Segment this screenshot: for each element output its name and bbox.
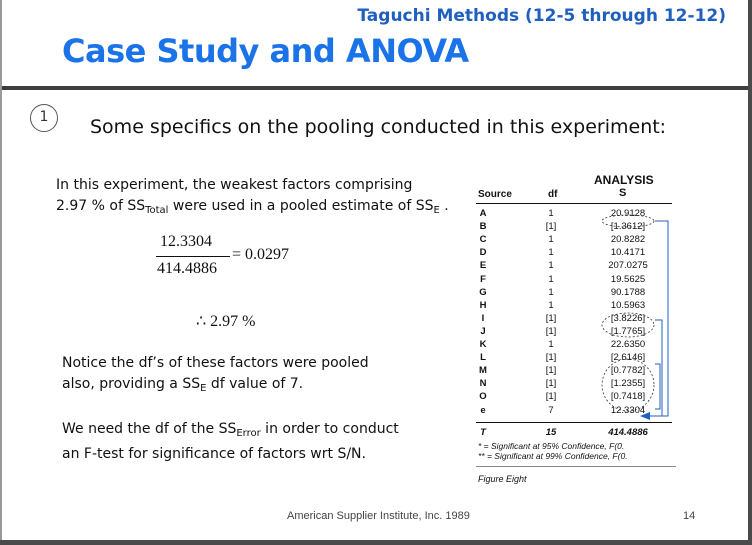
slide-bottom-edge — [0, 540, 752, 545]
table-cell-source: B — [479, 221, 487, 233]
table-cell-df: [1] — [545, 365, 557, 377]
significance-note-95: * = Significant at 95% Confidence, F(0. — [478, 441, 625, 451]
subscript-e: E — [200, 383, 207, 394]
paragraph-pooling-line1: In this experiment, the weakest factors comprising — [56, 177, 413, 193]
slide-left-edge — [0, 0, 2, 545]
table-cell-source: I — [481, 312, 485, 324]
analysis-title: ANALYSIS — [594, 173, 654, 187]
table-cell-s: 12.3304 — [610, 404, 646, 416]
subscript-total: Total — [145, 205, 169, 216]
table-cell-df: 1 — [548, 299, 554, 311]
table-cell-s: 207.0275 — [608, 260, 648, 272]
total-s: 414.4886 — [608, 427, 648, 438]
column-header-df: df — [548, 189, 558, 200]
subscript-e: E — [433, 205, 440, 216]
table-cell-source: O — [479, 391, 487, 403]
table-cell-source: C — [479, 234, 487, 246]
table-cell-source: K — [479, 339, 487, 350]
fraction-bar — [156, 256, 230, 257]
table-cell-s: [1.2355] — [610, 378, 646, 390]
table-cell-s: 20.8282 — [610, 234, 646, 246]
table-cell-df: [1] — [545, 352, 557, 364]
paragraph-df-line2 — [62, 374, 369, 399]
table-cell-source: D — [479, 247, 487, 259]
step-number-badge: 1 — [30, 104, 58, 132]
table-cell-s: [1.3612] — [610, 221, 646, 233]
column-header-source: Source — [478, 189, 512, 200]
pooled-oval-lmno — [602, 359, 654, 411]
section-heading: Some specifics on the pooling conducted in this experiment: — [90, 116, 667, 138]
text-span: df value of 7. — [206, 376, 304, 392]
table-cell-source: E — [479, 260, 487, 272]
header-subtitle: Taguchi Methods (12-5 through 12-12) — [357, 6, 726, 26]
page-number: 14 — [683, 510, 696, 522]
table-cell-df: [1] — [545, 378, 557, 390]
table-cell-source: G — [479, 286, 487, 298]
bracket-lmno — [655, 364, 660, 409]
table-cell-s: [1.7765] — [610, 325, 646, 337]
paragraph-df — [62, 353, 369, 399]
table-cell-source: A — [479, 208, 487, 219]
page-title: Case Study and ANOVA — [62, 32, 469, 70]
significance-note-99: ** = Significant at 99% Confidence, F(0. — [478, 451, 628, 461]
text-span: also, providing a SS — [62, 376, 201, 392]
text-span: . — [439, 198, 449, 214]
table-cell-s: [3.8226] — [610, 312, 646, 324]
table-cell-df: [1] — [545, 325, 557, 337]
table-cell-df: 1 — [548, 273, 554, 285]
bracket-i — [655, 320, 662, 416]
table-cell-df: 1 — [548, 260, 554, 272]
figure-caption: Figure Eight — [478, 474, 527, 484]
column-header-s: S — [619, 187, 627, 199]
table-cell-s: 90.1788 — [610, 286, 646, 298]
title-divider — [2, 86, 748, 90]
table-cell-df: 7 — [548, 404, 554, 416]
table-cell-df: 1 — [548, 247, 554, 259]
table-cell-source: e — [480, 404, 486, 416]
therefore-result: ∴ 2.97 % — [196, 313, 256, 330]
paragraph-df-line1: Notice the df’s of these factors were pooled — [62, 355, 369, 371]
table-cell-source: F — [480, 273, 486, 285]
fraction-result: = 0.0297 — [232, 246, 290, 263]
text-span: We need the df of the SS — [62, 421, 237, 437]
table-cell-df: 1 — [548, 234, 554, 246]
analysis-table — [474, 165, 696, 490]
table-cell-df: 1 — [548, 208, 554, 219]
table-cell-source: N — [479, 378, 487, 390]
table-cell-df: [1] — [545, 312, 557, 324]
paragraph-pooling-line2 — [56, 196, 449, 221]
bracket-b — [650, 221, 668, 416]
table-cell-source: H — [479, 299, 487, 311]
table-cell-df: 1 — [548, 339, 554, 350]
paragraph-ftest-line1 — [62, 419, 399, 444]
table-cell-s: 19.5625 — [610, 273, 646, 285]
footer-credit: American Supplier Institute, Inc. 1989 — [287, 510, 470, 522]
table-cell-s: 22.6350 — [610, 339, 646, 350]
pooled-oval-ij — [602, 313, 654, 337]
table-cell-df: [1] — [545, 221, 557, 233]
table-cell-df: 1 — [548, 286, 554, 298]
table-cell-s: [2.6146] — [610, 352, 646, 364]
slide-right-edge — [748, 0, 752, 545]
table-cell-source: M — [479, 365, 487, 377]
table-cell-source: J — [480, 325, 486, 337]
text-span: were used in a pooled estimate of SS — [168, 198, 434, 214]
total-df: 15 — [545, 427, 557, 438]
table-cell-source: L — [480, 352, 486, 364]
paragraph-ftest — [62, 419, 399, 465]
pooling-brackets — [474, 165, 696, 490]
table-cell-s: [0.7782] — [610, 365, 646, 377]
table-cell-s: 20.9128 — [610, 208, 646, 219]
paragraph-pooling — [56, 175, 449, 221]
table-cell-df: [1] — [545, 391, 557, 403]
text-span: 2.97 % of SS — [56, 198, 146, 214]
table-cell-s: 10.5963 — [610, 299, 646, 311]
fraction-denominator: 414.4886 — [157, 260, 217, 277]
table-cell-s: 10.4171 — [610, 247, 646, 259]
pooled-oval-b — [602, 215, 654, 227]
arrow-head — [640, 412, 650, 420]
fraction-numerator: 12.3304 — [160, 233, 212, 250]
total-source: T — [480, 427, 486, 438]
subscript-error: Error — [236, 428, 261, 439]
text-span: in order to conduct — [260, 421, 399, 437]
paragraph-ftest-line2: an F-test for significance of factors wrt S/N. — [62, 446, 366, 462]
table-cell-s: [0.7418] — [610, 391, 646, 403]
